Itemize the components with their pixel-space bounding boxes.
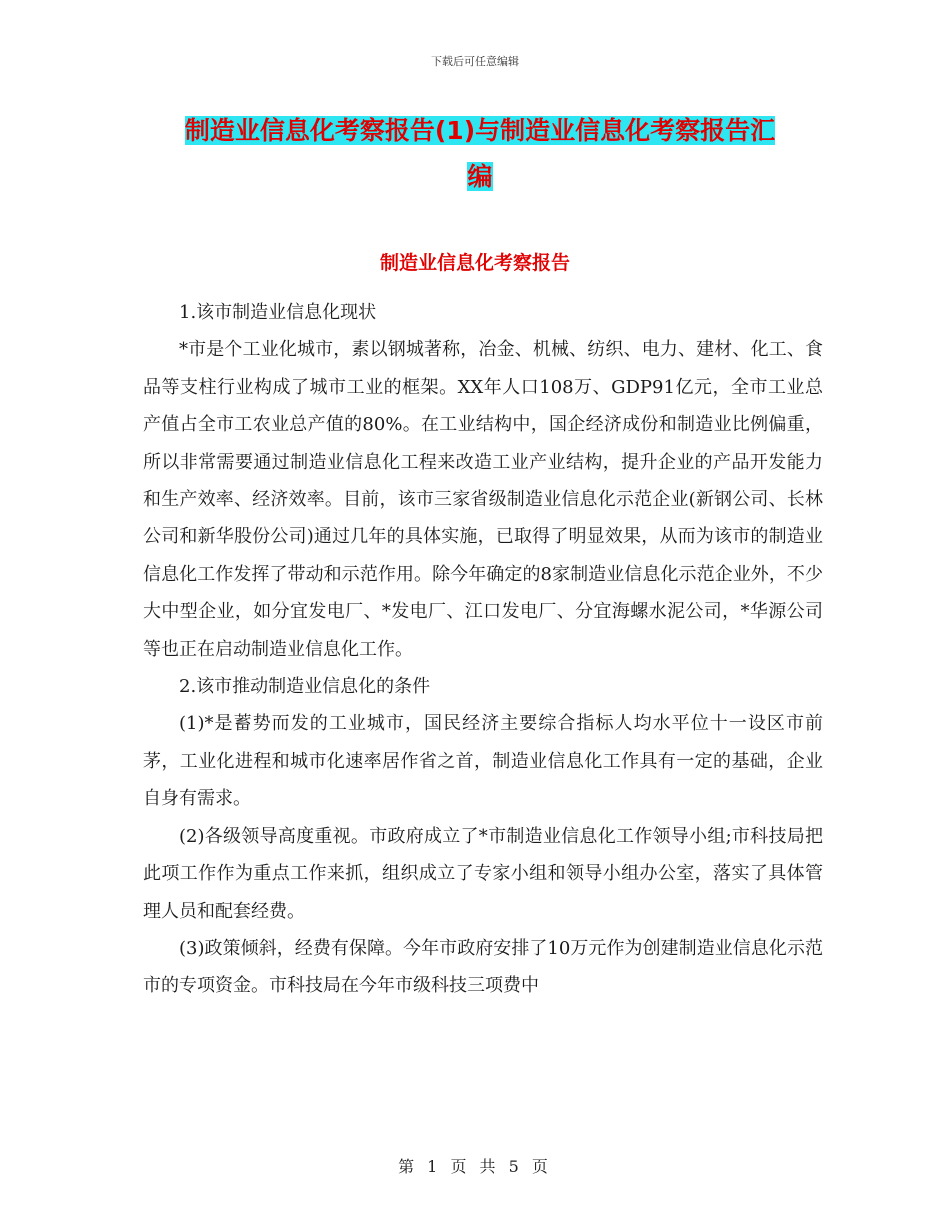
- paragraph: (3)政策倾斜，经费有保障。今年市政府安排了10万元作为创建制造业信息化示范市的专项资金。市科技局在今年市级科技三项费中: [143, 937, 823, 997]
- document-title: [150, 108, 810, 200]
- page-footer: 第 1 页 共 5 页: [398, 1157, 552, 1176]
- body-text: [143, 294, 823, 1005]
- paragraph-heading-1: 1.该市制造业信息化现状: [179, 302, 377, 323]
- paragraph: *市是个工业化城市，素以钢城著称，冶金、机械、纺织、电力、建材、化工、食品等支柱行业构成了城市工业的框架。XX年人口108万、GDP91亿元，全市工业总产值占全市工农业总产值的80%。在工业结构中，国企经济成份和制造业比例偏重，所以非常需要通过制造业信息化工程来改造工业产业结构，提升企业的产品开发能力和生产效率、经济效率。目前，该市三家省级制造业信息化示范企业(新钢公司、长林公司和新华股份公司)通过几年的具体实施，已取得了明显效果，从而为该市的制造业信息化工作发挥了带动和示范作用。除今年确定的8家制造业信息化示范企业外，不少大中型企业，如分宜发电厂、*发电厂、江口发电厂、分宜海螺水泥公司，*华源公司等也正在启动制造业信息化工作。: [143, 339, 823, 660]
- paragraph-heading-2: 2.该市推动制造业信息化的条件: [179, 676, 431, 698]
- page-header: 下载后可任意编辑: [431, 55, 519, 68]
- section-title: 制造业信息化考察报告: [379, 252, 570, 274]
- paragraph: (1)*是蓄势而发的工业城市，国民经济主要综合指标人均水平位十一设区市前茅，工业化进程和城市化速率居作省之首，制造业信息化工作具有一定的基础，企业自身有需求。: [143, 713, 823, 810]
- document-title-line2: 编: [467, 162, 493, 191]
- paragraph: (2)各级领导高度重视。市政府成立了*市制造业信息化工作领导小组;市科技局把此项工作作为重点工作来抓，组织成立了专家小组和领导小组办公室，落实了具体管理人员和配套经费。: [143, 825, 823, 922]
- document-title-line1: 制造业信息化考察报告(1)与制造业信息化考察报告汇: [184, 116, 776, 145]
